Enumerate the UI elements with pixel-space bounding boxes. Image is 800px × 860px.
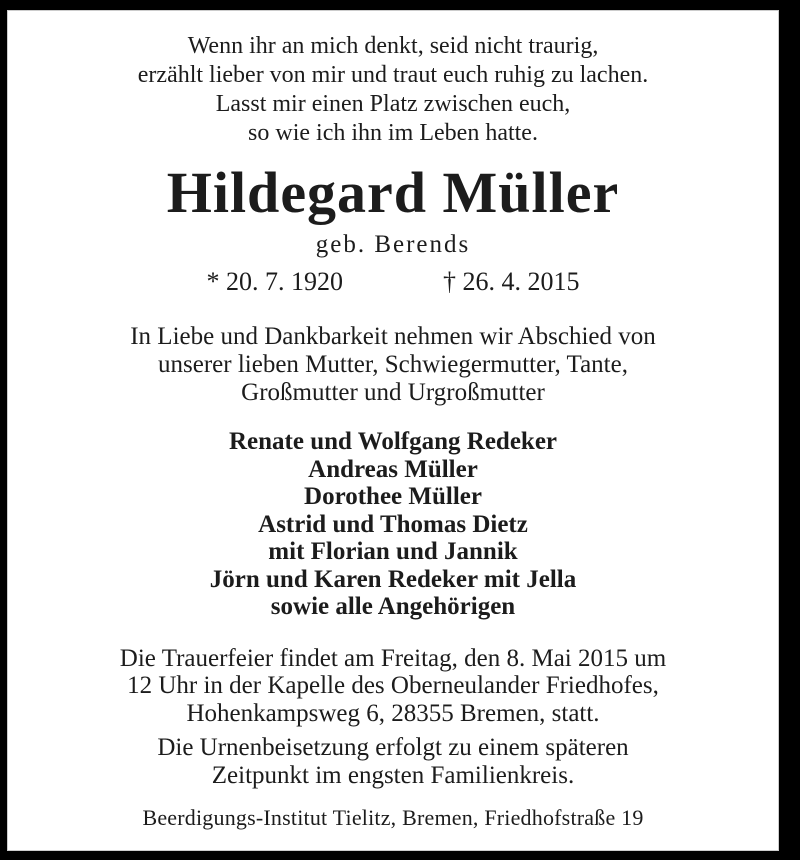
service-line: 12 Uhr in der Kapelle des Oberneulander Friedhofes, xyxy=(127,672,659,699)
farewell-line: Großmutter und Urgroßmutter xyxy=(241,379,545,406)
maiden-name: geb. Berends xyxy=(315,231,471,258)
mourner-line: Astrid und Thomas Dietz xyxy=(258,510,528,538)
mourner-line: sowie alle Angehörigen xyxy=(270,593,516,620)
service-line: Die Trauerfeier findet am Freitag, den 8. Mai 2015 um xyxy=(119,644,667,672)
mourner-line: Jörn und Karen Redeker mit Jella xyxy=(209,565,577,593)
urn-line: Zeitpunkt im engsten Familienkreis. xyxy=(211,761,575,789)
deceased-name: Hildegard Müller xyxy=(166,160,620,225)
service-line: Hohenkampsweg 6, 28355 Bremen, statt. xyxy=(186,699,600,727)
mourner-line: Andreas Müller xyxy=(308,455,478,483)
farewell-line: unserer lieben Mutter, Schwiegermutter, Tante, xyxy=(158,351,628,378)
mourners-list xyxy=(7,428,779,621)
verse-line: Wenn ihr an mich denkt, seid nicht traurig, xyxy=(187,33,599,59)
verse-line: so wie ich ihn im Leben hatte. xyxy=(248,120,538,146)
farewell-line: In Liebe und Dankbarkeit nehmen wir Abschied von xyxy=(130,323,656,350)
funeral-home-credit: Beerdigungs-Institut Tielitz, Bremen, Friedhofstraße 19 xyxy=(142,805,644,830)
service-info xyxy=(7,645,779,728)
obituary-notice xyxy=(7,10,779,851)
urn-burial-info xyxy=(7,734,779,789)
mourner-line: Renate und Wolfgang Redeker xyxy=(228,428,558,455)
verse-line: erzählt lieber von mir und traut euch ruhig zu lachen. xyxy=(137,62,649,88)
verse-line: Lasst mir einen Platz zwischen euch, xyxy=(215,91,571,117)
birth-date: * 20. 7. 1920 xyxy=(206,267,343,296)
urn-line: Die Urnenbeisetzung erfolgt zu einem späteren xyxy=(157,734,629,761)
death-date: † 26. 4. 2015 xyxy=(443,267,580,296)
life-dates xyxy=(7,267,779,297)
farewell-text xyxy=(7,323,779,407)
mourner-line: Dorothee Müller xyxy=(304,483,482,510)
mourner-line: mit Florian und Jannik xyxy=(268,538,518,565)
memorial-verse xyxy=(7,10,779,148)
